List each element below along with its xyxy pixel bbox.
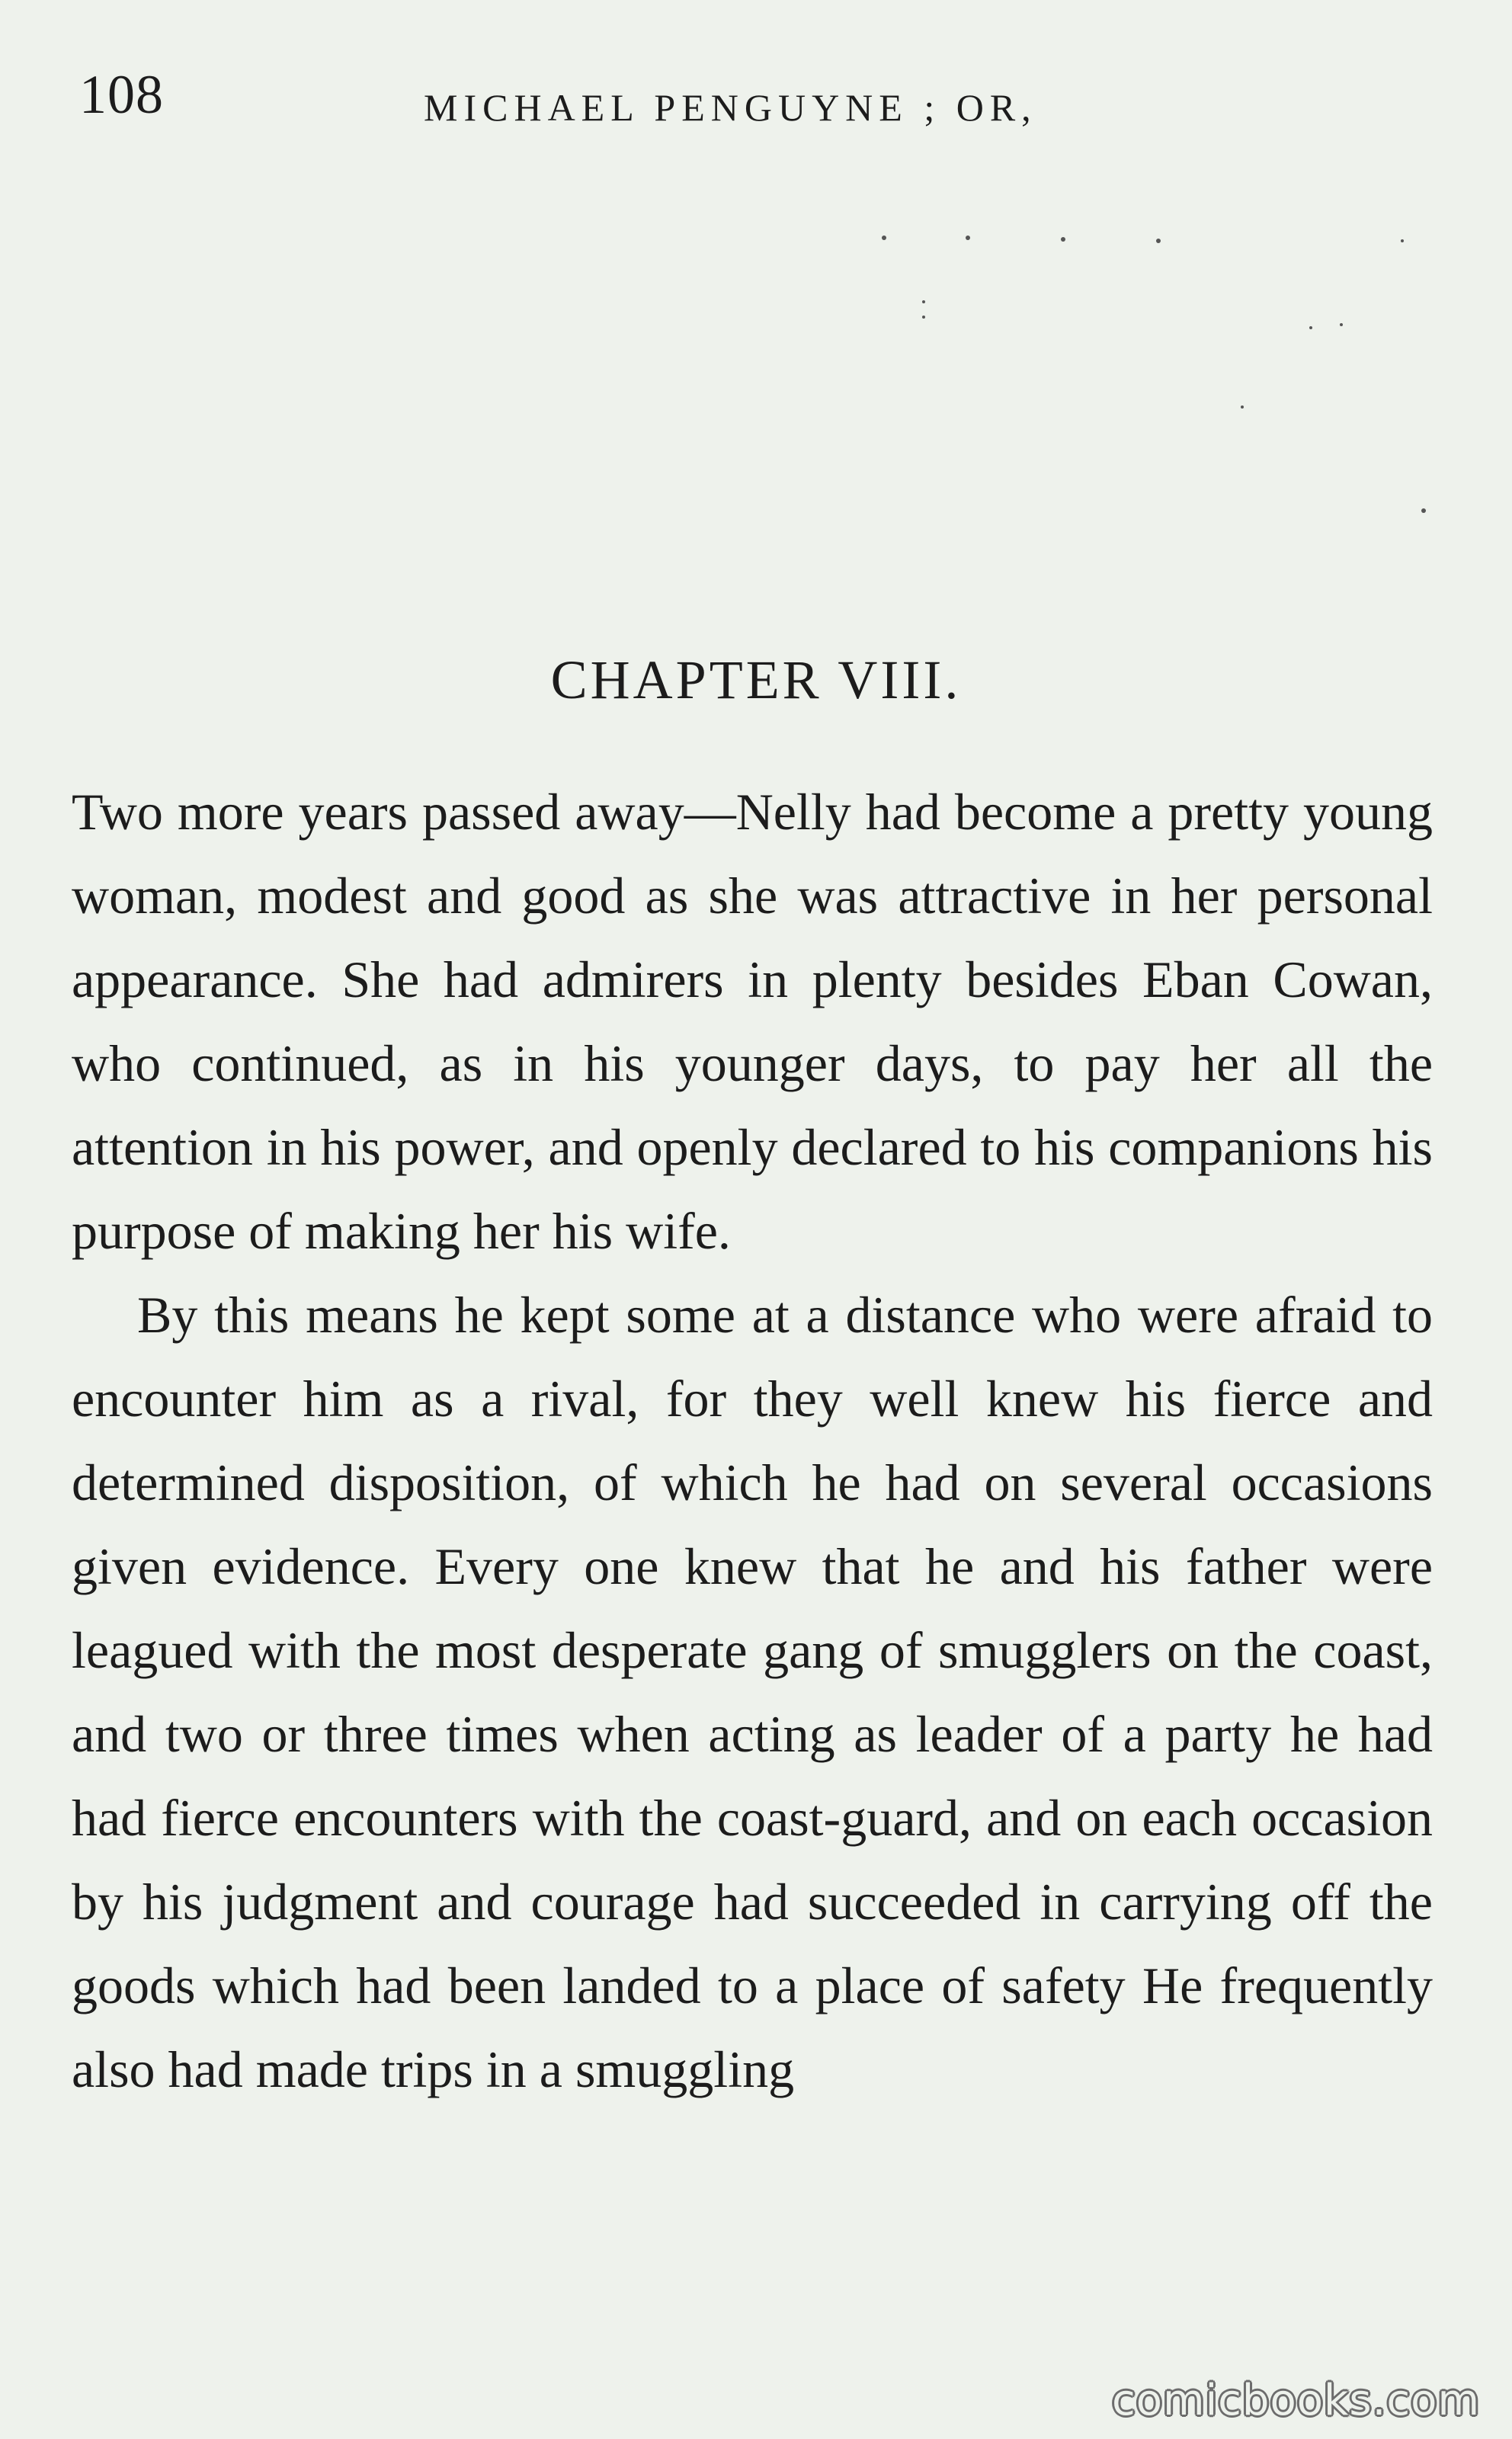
page-number: 108 — [79, 64, 164, 125]
running-head: MICHAEL PENGUYNE ; OR, — [424, 86, 1037, 129]
paper-specks — [0, 0, 1512, 686]
chapter-title: CHAPTER VIII. — [550, 649, 962, 710]
paragraph: Two more years passed away—Nelly had become a pretty young woman, modest and good as she was attractive in her personal appearance. She had admirers in plenty besides Eban Cowan, who continued, as in his younger days, to pay her all the attention in his power, and openly declared to his companions his purpose of making her his wife. — [72, 783, 1433, 1260]
chapter-body — [72, 770, 1433, 2111]
paragraph: By this means he kept some at a distance who were afraid to encounter him as a rival, for they well knew his fierce and determined disposition, of which he had on several occasions given evidence. Every one knew that he and his father were leagued with the most desperate gang of smugglers on the coast, and two or three times when acting as leader of a party he had had fierce encounters with the coast-guard, and on each occasion by his judgment and courage had succeeded in carrying off the goods which had been landed to a place of safety He frequently also had made trips in a smuggling — [72, 1286, 1433, 2098]
watermark-logo: comicbooks.com — [1111, 2376, 1480, 2425]
